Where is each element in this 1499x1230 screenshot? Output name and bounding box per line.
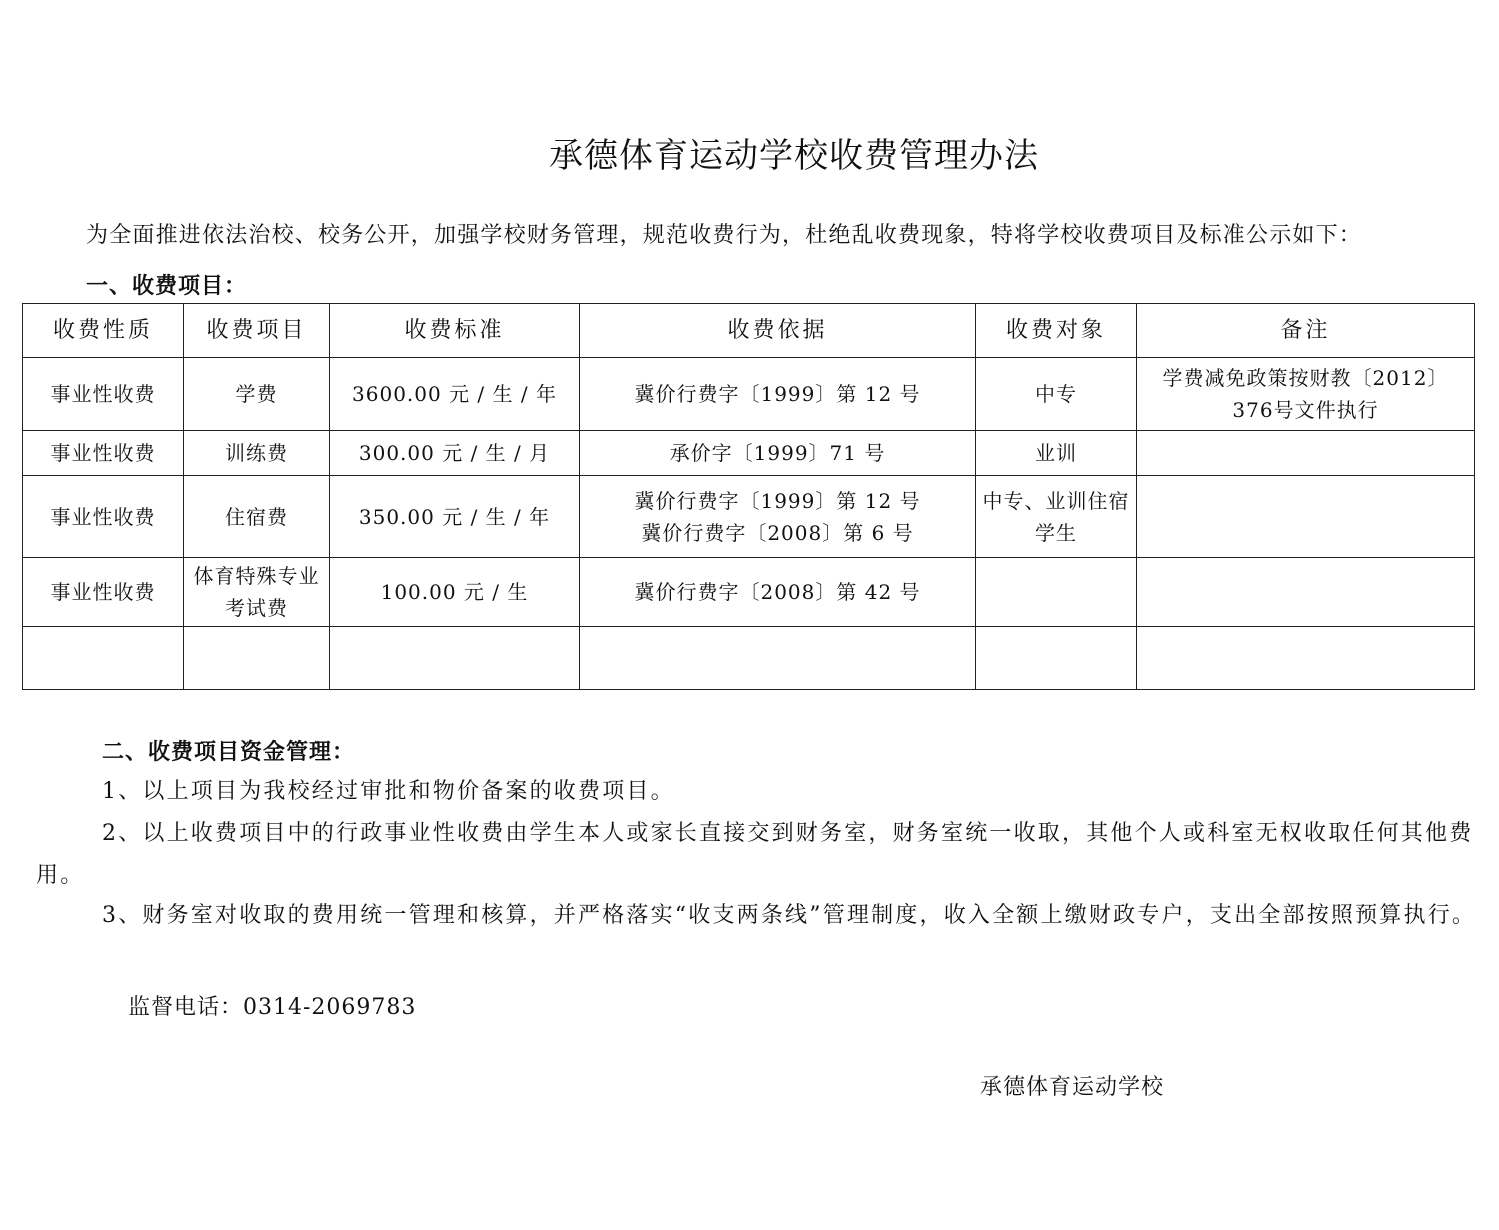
table-cell: 冀价行费字〔1999〕第 12 号 冀价行费字〔2008〕第 6 号 — [580, 476, 976, 558]
paragraph-item-1: 1、以上项目为我校经过审批和物价备案的收费项目。 — [102, 779, 675, 804]
paragraph-item-3: 3、财务室对收取的费用统一管理和核算，并严格落实“收支两条线”管理制度，收入全额上缴财政专户，支出全部按照预算执行。 — [102, 903, 1477, 928]
table-cell: 体育特殊专业考试费 — [184, 558, 330, 627]
table-cell: 住宿费 — [184, 476, 330, 558]
table-cell — [184, 627, 330, 690]
table-row — [23, 476, 1475, 558]
table-cell — [580, 627, 976, 690]
table-cell: 业训 — [976, 431, 1137, 476]
fee-table — [22, 303, 1475, 690]
table-cell: 训练费 — [184, 431, 330, 476]
table-cell: 100.00 元 / 生 — [330, 558, 580, 627]
paragraph-item-2: 2、以上收费项目中的行政事业性收费由学生本人或家长直接交到财务室，财务室统一收取，其他个人或科室无权收取任何其他费用。 — [36, 821, 1474, 888]
table-cell: 中专 — [976, 358, 1137, 431]
table-cell: 学费 — [184, 358, 330, 431]
table-cell: 冀价行费字〔2008〕第 42 号 — [580, 558, 976, 627]
table-cell: 事业性收费 — [23, 431, 184, 476]
table-cell: 承价字〔1999〕71 号 — [580, 431, 976, 476]
table-row — [23, 558, 1475, 627]
table-cell — [23, 627, 184, 690]
table-row — [23, 627, 1475, 690]
header-fee-nature: 收费性质 — [23, 304, 184, 358]
table-row — [23, 431, 1475, 476]
header-fee-standard: 收费标准 — [330, 304, 580, 358]
supervision-phone: 监督电话：0314-2069783 — [128, 995, 417, 1020]
table-cell: 学费减免政策按财教〔2012〕376号文件执行 — [1137, 358, 1475, 431]
table-cell: 事业性收费 — [23, 358, 184, 431]
table-cell — [976, 558, 1137, 627]
intro-paragraph: 为全面推进依法治校、校务公开，加强学校财务管理，规范收费行为，杜绝乱收费现象，特将学校收费项目及标准公示如下： — [86, 223, 1363, 248]
table-cell: 事业性收费 — [23, 476, 184, 558]
document-title: 承德体育运动学校收费管理办法 — [549, 136, 1039, 176]
header-fee-item: 收费项目 — [184, 304, 330, 358]
table-header-row — [23, 304, 1475, 358]
section-heading-fund-management: 二、收费项目资金管理： — [102, 739, 356, 765]
header-fee-target: 收费对象 — [976, 304, 1137, 358]
table-cell — [330, 627, 580, 690]
table-cell — [976, 627, 1137, 690]
table-cell: 事业性收费 — [23, 558, 184, 627]
table-cell: 350.00 元 / 生 / 年 — [330, 476, 580, 558]
table-cell — [1137, 431, 1475, 476]
table-cell — [1137, 627, 1475, 690]
table-cell: 300.00 元 / 生 / 月 — [330, 431, 580, 476]
table-cell — [1137, 476, 1475, 558]
table-cell — [1137, 558, 1475, 627]
table-row — [23, 358, 1475, 431]
signature: 承德体育运动学校 — [980, 1075, 1165, 1100]
table-cell: 3600.00 元 / 生 / 年 — [330, 358, 580, 431]
header-fee-basis: 收费依据 — [580, 304, 976, 358]
table-cell: 中专、业训住宿学生 — [976, 476, 1137, 558]
table-cell: 冀价行费字〔1999〕第 12 号 — [580, 358, 976, 431]
header-remarks: 备注 — [1137, 304, 1475, 358]
section-heading-fee-items: 一、收费项目： — [86, 273, 248, 299]
